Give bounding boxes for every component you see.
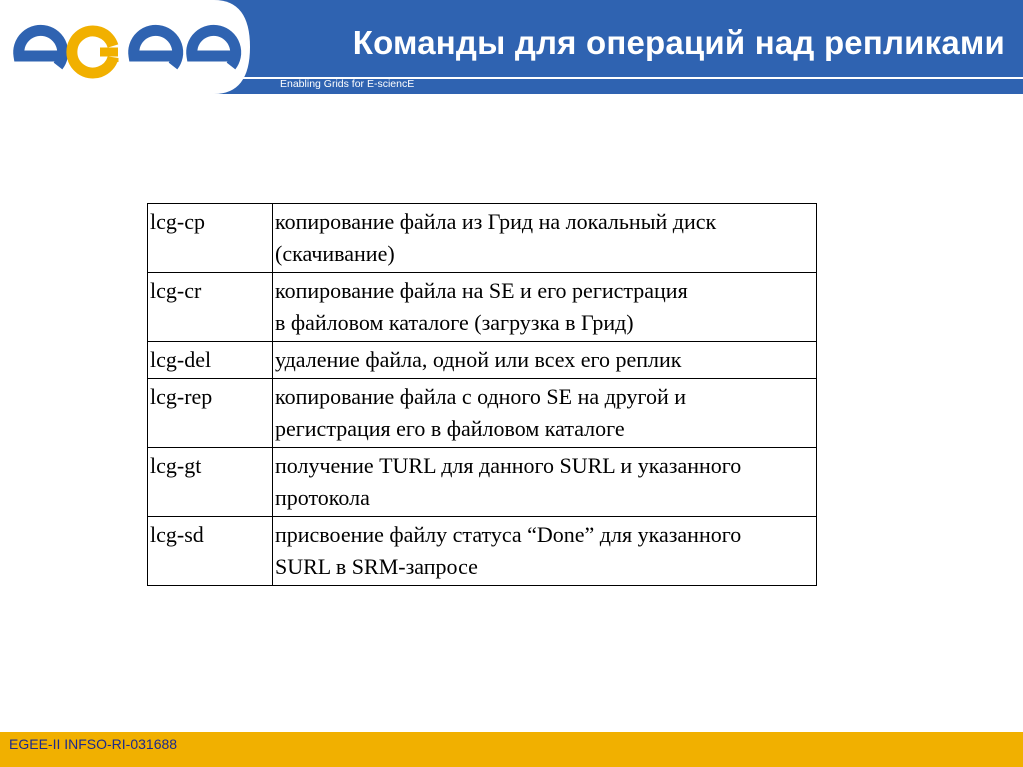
description-line: присвоение файлу статуса “Done” для указанного (275, 522, 742, 547)
table-row (148, 273, 817, 342)
command-name-cell: lcg-gt (148, 448, 273, 517)
commands-table (147, 203, 817, 586)
command-description-cell (273, 204, 817, 273)
command-description-cell (273, 517, 817, 586)
table-row (148, 517, 817, 586)
description-line: копирование файла на SE и его регистрация (275, 278, 688, 303)
description-line: в файловом каталоге (загрузка в Грид) (275, 310, 634, 335)
description-line: регистрация его в файловом каталоге (275, 416, 625, 441)
command-name-cell: lcg-cr (148, 273, 273, 342)
command-name-cell: lcg-cp (148, 204, 273, 273)
footer-text: EGEE-II INFSO-RI-031688 (9, 736, 178, 752)
table-row (148, 204, 817, 273)
egee-logo-icon (0, 0, 250, 94)
table-row (148, 342, 817, 379)
table-row (148, 379, 817, 448)
slide-header (0, 0, 1023, 94)
description-line: удаление файла, одной или всех его реплик (275, 347, 682, 372)
commands-table-body (148, 204, 817, 586)
description-line: копирование файла с одного SE на другой и (275, 384, 687, 409)
header-subtitle: Enabling Grids for E-sciencE (280, 78, 415, 90)
command-name-cell: lcg-rep (148, 379, 273, 448)
table-row (148, 448, 817, 517)
description-line: копирование файла из Грид на локальный диск (275, 209, 717, 234)
command-name-cell: lcg-del (148, 342, 273, 379)
command-name-cell: lcg-sd (148, 517, 273, 586)
command-description-cell (273, 342, 817, 379)
description-line: получение TURL для данного SURL и указанного (275, 453, 742, 478)
egee-logo (0, 0, 250, 94)
description-line: SURL в SRM-запросе (275, 554, 478, 579)
command-description-cell (273, 273, 817, 342)
description-line: протокола (275, 485, 370, 510)
page-title: Команды для операций над репликами (352, 24, 1005, 61)
command-description-cell (273, 379, 817, 448)
description-line: (скачивание) (275, 241, 395, 266)
command-description-cell (273, 448, 817, 517)
